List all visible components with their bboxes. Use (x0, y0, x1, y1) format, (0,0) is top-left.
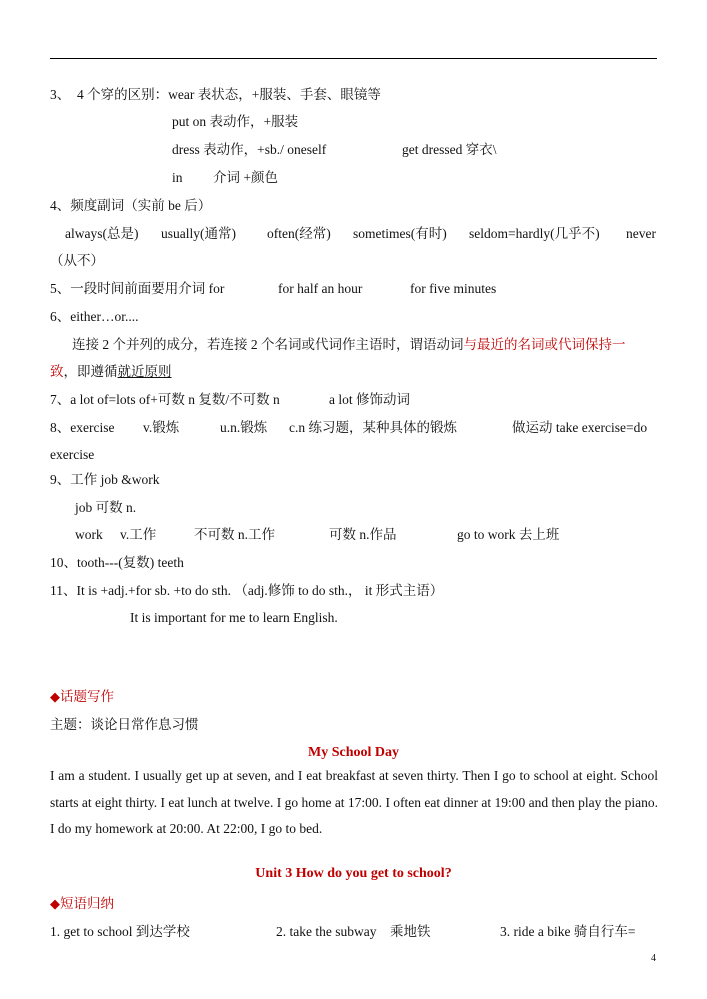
item-9-job: job 可数 n. (75, 500, 137, 515)
item-4-title: 4、频度副词（实前 be 后） (50, 198, 212, 213)
diamond-icon: ◆ (50, 689, 60, 704)
item-11-text: 11、It is +adj.+for sb. +to do sth. （adj.修饰 to do sth.， it 形式主语） (50, 583, 444, 598)
unit-3-title: Unit 3 How do you get to school? (255, 866, 452, 881)
topic-theme: 主题：谈论日常作息习惯 (50, 717, 199, 732)
topic-writing-label: 话题写作 (60, 689, 114, 704)
item-9-go-to-work: go to work 去上班 (457, 527, 560, 542)
item-6-line-1-red: 与最近的名词或代词保持一 (463, 337, 626, 352)
adverb-seldom: seldom=hardly(几乎不) (469, 226, 600, 241)
item-3-title: 3、 4 个穿的区别：wear 表状态，+服装、手套、眼镜等 (50, 87, 381, 102)
adverb-always: always(总是) (65, 226, 139, 241)
phrases-heading (50, 895, 114, 913)
adverb-sometimes: sometimes(有时) (353, 226, 447, 241)
item-7-text: 7、a lot of=lots of+可数 n 复数/不可数 n (50, 392, 280, 407)
diamond-icon: ◆ (50, 896, 60, 911)
adverb-often: often(经常) (267, 226, 331, 241)
item-9-work-uncountable: 不可数 n.工作 (194, 527, 275, 542)
item-9-title: 9、工作 job &work (50, 472, 160, 487)
item-6-line-1-black: 连接 2 个并列的成分，若连接 2 个名词或代词作主语时，谓语动词 (72, 337, 464, 352)
item-8-cont: exercise (50, 447, 95, 462)
phrase-2: 2. take the subway 乘地铁 (276, 924, 431, 939)
item-6-line-2-underlined: 就近原则 (117, 364, 172, 379)
item-5-example-1: for half an hour (278, 281, 363, 296)
phrases-label: 短语归纳 (60, 896, 114, 911)
item-3-in-word: in (172, 170, 183, 185)
header-rule (50, 58, 657, 59)
item-5-example-2: for five minutes (410, 281, 497, 296)
item-3-put-on: put on 表动作，+服装 (172, 114, 299, 129)
item-5-text: 5、一段时间前面要用介词 for (50, 281, 225, 296)
item-3-dress: dress 表动作，+sb./ oneself (172, 142, 327, 157)
essay-body: I am a student. I usually get up at seven, and I eat breakfast at seven thirty. Then I go to school at eight. School starts at eight thirty. I eat lunch at twelve. I go home at 17:00. I often eat dinner at 19:00 and then play the piano. I do my homework at 20:00. At 22:00, I go to bed. (50, 768, 658, 836)
item-11-example: It is important for me to learn English. (130, 610, 338, 625)
page-number: 4 (651, 953, 656, 964)
item-6-title: 6、either…or.... (50, 309, 139, 324)
item-9-work-verb: v.工作 (120, 527, 157, 542)
adverb-usually: usually(通常) (161, 226, 236, 241)
item-8-c: u.n.锻炼 (220, 420, 268, 435)
item-6-line-2-black: ，即遵循 (63, 364, 118, 379)
item-9-work: work (75, 527, 103, 542)
phrase-3: 3. ride a bike 骑自行车= (500, 924, 636, 939)
item-8-a: 8、exercise (50, 420, 115, 435)
item-8-b: v.锻炼 (143, 420, 180, 435)
item-10: 10、tooth---(复数) teeth (50, 555, 184, 570)
item-4-cont: （从不） (50, 253, 104, 268)
item-6-line-2-red: 致 (50, 364, 64, 379)
item-8-e: 做运动 take exercise=do (512, 420, 648, 435)
item-3-in-desc: 介词 +颜色 (213, 170, 278, 185)
item-8-d: c.n 练习题，某种具体的锻炼 (289, 420, 457, 435)
item-7-note: a lot 修饰动词 (329, 392, 410, 407)
essay-title: My School Day (308, 745, 399, 760)
item-6-line-2 (50, 363, 172, 381)
adverb-never: never (626, 226, 656, 241)
item-9-work-countable: 可数 n.作品 (329, 527, 397, 542)
topic-writing-heading (50, 688, 114, 706)
item-3-get-dressed: get dressed 穿衣\ (402, 142, 497, 157)
item-6-line-1 (72, 336, 626, 354)
phrase-1: 1. get to school 到达学校 (50, 924, 190, 939)
